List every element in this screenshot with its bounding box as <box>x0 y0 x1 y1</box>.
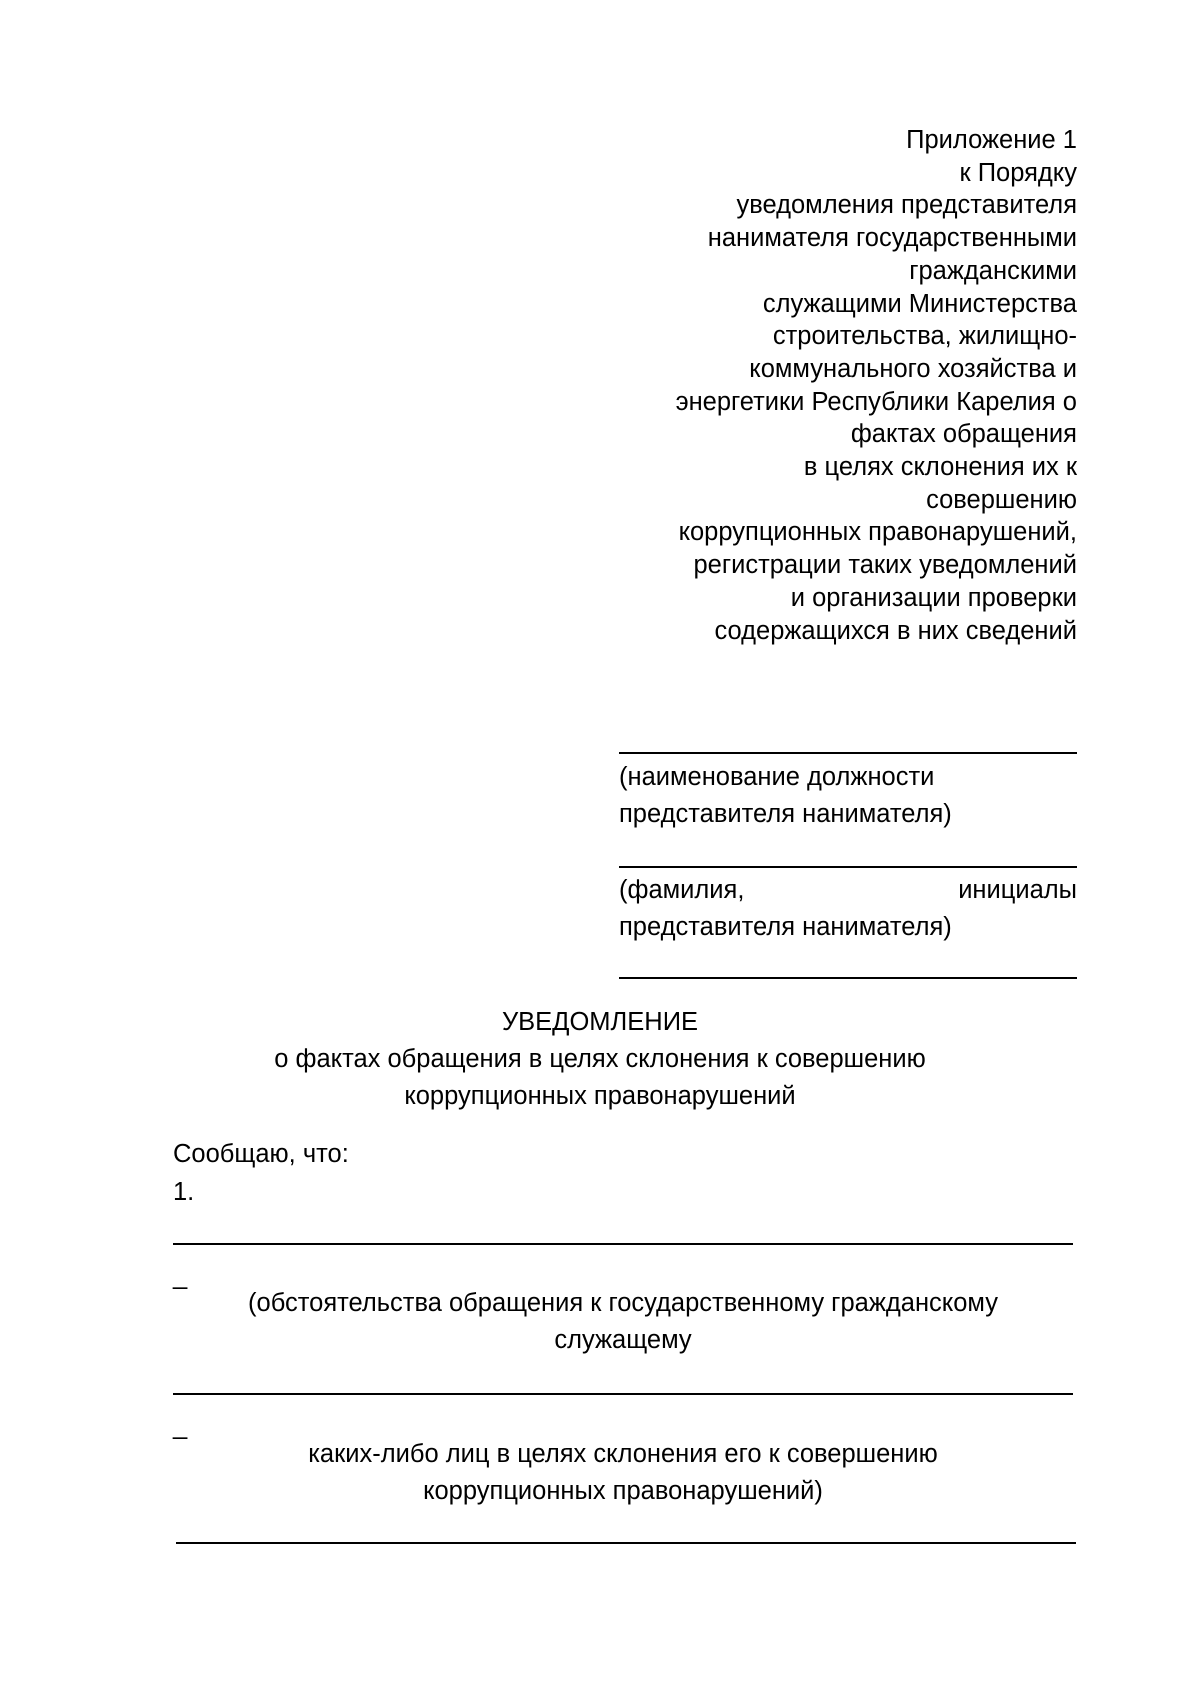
appendix-line: энергетики Республики Карелия о <box>675 387 1077 416</box>
name-caption-word: инициалы <box>958 876 1077 904</box>
position-caption-line: представителя нанимателя) <box>619 800 952 828</box>
appendix-line: гражданскими <box>909 256 1077 285</box>
appendix-line: уведомления представителя <box>736 191 1077 220</box>
appendix-line: регистрации таких уведомлений <box>693 551 1077 580</box>
position-fill-line <box>619 752 1077 754</box>
appendix-line: коррупционных правонарушений, <box>678 518 1077 547</box>
position-caption <box>619 759 1077 833</box>
appendix-line: Приложение 1 <box>906 126 1077 154</box>
persons-hint-line: каких-либо лиц в целях склонения его к совершению <box>308 1440 938 1468</box>
name-caption-line <box>619 872 1077 909</box>
appendix-line: и организации проверки <box>790 583 1077 612</box>
name-fill-line <box>619 866 1077 868</box>
appendix-line: нанимателя государственными <box>707 224 1077 253</box>
notice-subtitle-line: о фактах обращения в целях склонения к совершению <box>274 1045 926 1073</box>
line-dash: _ <box>173 1412 188 1440</box>
item-number: 1. <box>173 1178 195 1206</box>
appendix-header <box>557 124 1077 647</box>
appendix-line: фактах обращения <box>850 420 1077 449</box>
appendix-line: в целях склонения их к <box>803 453 1077 482</box>
appendix-line: служащими Министерства <box>762 289 1077 318</box>
position-caption-line: (наименование должности <box>619 763 935 791</box>
appendix-line: содержащихся в них сведений <box>714 616 1077 645</box>
closing-fill-line <box>176 1542 1076 1544</box>
appendix-line: к Порядку <box>959 158 1077 187</box>
persons-hint-line: коррупционных правонарушений) <box>423 1477 823 1505</box>
circumstances-fill-line <box>173 1243 1073 1245</box>
appendix-line: коммунального хозяйства и <box>749 354 1077 383</box>
notice-subtitle-line: коррупционных правонарушений <box>404 1082 796 1110</box>
intro-text: Сообщаю, что: <box>173 1140 349 1168</box>
name-caption-line: представителя нанимателя) <box>619 913 952 941</box>
appendix-line: совершению <box>926 485 1077 514</box>
persons-fill-line <box>173 1393 1073 1395</box>
notice-title: УВЕДОМЛЕНИЕ <box>501 1008 699 1036</box>
circumstances-hint-line: (обстоятельства обращения к государственному гражданскому <box>248 1289 998 1317</box>
appendix-line: строительства, жилищно- <box>772 322 1077 351</box>
applicant-fill-line <box>619 977 1077 979</box>
name-caption <box>619 872 1077 946</box>
name-caption-word: (фамилия, <box>619 876 745 904</box>
line-dash: _ <box>173 1262 188 1290</box>
circumstances-hint-line: служащему <box>554 1326 692 1354</box>
